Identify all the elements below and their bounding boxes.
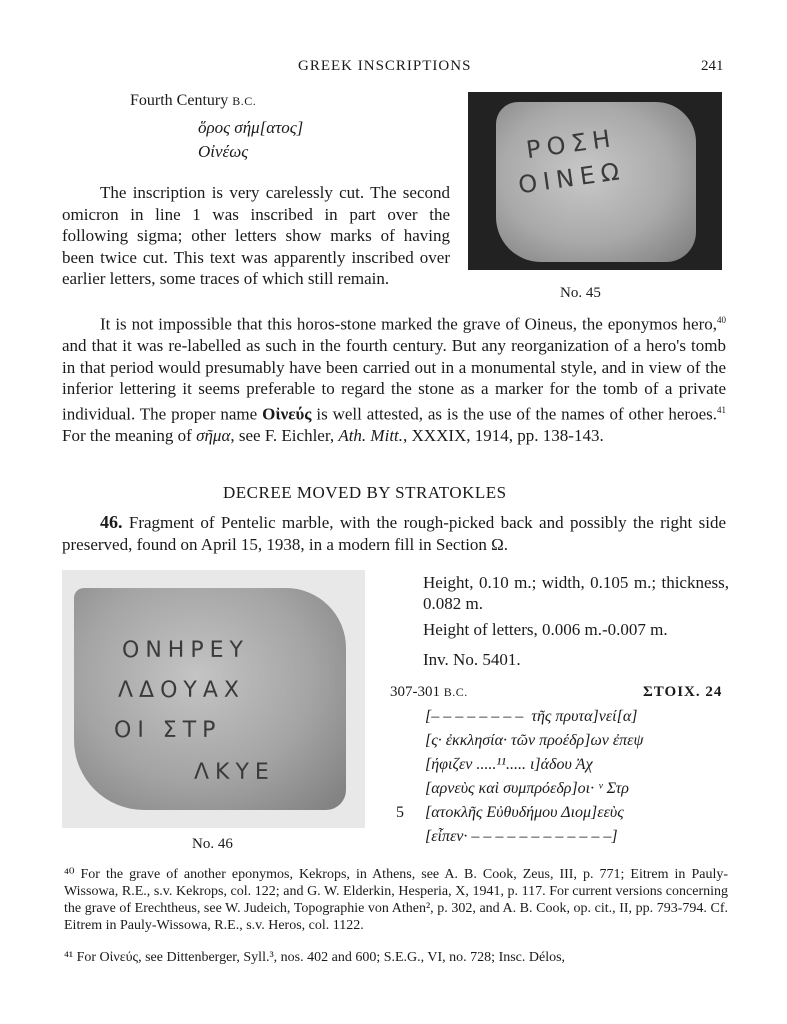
photo-inscription-line: ΛΔΟΥΑΧ [118, 678, 245, 703]
inventory-number: Inv. No. 5401. [423, 650, 521, 669]
line-number-5: 5 [396, 804, 404, 821]
dimensions: Height, 0.10 m.; width, 0.105 m.; thickness, 0.082 m. [423, 573, 729, 613]
text-line-2: [ς· ἐκκλησία· τῶν προέδρ]ων ἐπεψ [425, 732, 644, 749]
photo-caption-45: No. 45 [560, 285, 601, 301]
footnote-41: ⁴¹ For Οἰνεύς, see Dittenberger, Syll.³, nos. 402 and 600; S.E.G., VI, no. 728; Insc. Délos, [64, 950, 566, 965]
stoichedon-label: ΣΤΟΙΧ. 24 [643, 684, 723, 700]
photo-inscription-line: ΡΟΣΗ [524, 123, 619, 165]
page-number: 241 [701, 58, 724, 74]
photo-no-46 [62, 570, 365, 828]
text-line-3: [ήφιζεν .....¹¹..... ι]άδου Ἀχ [425, 756, 593, 773]
photo-caption-46: No. 46 [192, 836, 233, 852]
commentary-paragraph-2: It is not impossible that this horos-stone marked the grave of Oineus, the eponymos hero,$^{40}$ and that it was re-labelled as such in the fourth century. But any reorganization of a hero's tomb in that period would presumably have been carried out in a monumental style, and in view of the inferior lettering it seems preferable to regard the stone as a marker for the tomb of a private individual. The proper name Οἰνεύς is well attested, as is the use of the names of other heroes.$^{41}$ For the meaning of σῆμα, see F. Eichler, Ath. Mitt., XXXIX, 1914, pp. 138-143. [62, 314, 726, 445]
photo-inscription-line: ΟΙ ΣΤΡ [114, 718, 222, 743]
running-head: GREEK INSCRIPTIONS [298, 58, 472, 74]
century-label: Fourth Century B.C. [130, 92, 257, 109]
footnote-40: ⁴⁰ For the grave of another eponymos, Kekrops, in Athens, see A. B. Cook, Zeus, III, p. 771; Eitrem in Pauly-Wissowa, R.E., s.v. Kekrops, col. 122; and G. W. Elderkin, Hesperia, X, 1941, p. 117. For current versions concerning the grave of Erechtheus, see W. Judeich, Topographie von Athen², p. 302, and A. B. Cook, op. cit., II, pp. 793-794. Cf. Eitrem in Pauly-Wissowa, R.E., s.v. Heros, col. 1122. [64, 867, 728, 933]
stone-fragment-45 [496, 102, 696, 262]
stone-fragment-46 [74, 588, 346, 810]
photo-inscription-line: ΟΝΗΡΕΥ [122, 638, 249, 663]
commentary-paragraph-1: The inscription is very carelessly cut. The second omicron in line 1 was inscribed in part over the following sigma; other letters show marks of having been twice cut. This text was apparently inscribed over earlier letters, some traces of which still remain. [62, 183, 450, 288]
text-line-6: [εἶπεν· – – – – – – – – – – – –] [425, 828, 618, 845]
inscription-line-1: ὅρος σήμ[ατος] [198, 118, 304, 137]
inscription-line-2: Οἰνέως [198, 142, 249, 161]
photo-no-45 [468, 92, 722, 270]
text-line-1: [– – – – – – – – τῆς πρυτα]νεί[α] [425, 708, 638, 725]
photo-inscription-line: ΛΚΥΕ [194, 760, 275, 785]
text-line-4: [αρνεὺς καὶ συμπρόεδρ]οι· ᵛ Στρ [425, 780, 629, 797]
section-heading: DECREE MOVED BY STRATOKLES [223, 483, 507, 502]
letter-height: Height of letters, 0.006 m.-0.007 m. [423, 620, 668, 639]
date-label: 307-301 B.C. [390, 684, 468, 700]
photo-inscription-line: ΟΙΝΕΩ [516, 156, 627, 200]
item-46-description: 46. Fragment of Pentelic marble, with the rough-picked back and possibly the right side preserved, found on April 15, 1938, in a modern fill in Section Ω. [62, 512, 726, 554]
text-line-5: [ατοκλῆς Εὐθυδήμου Διομ]εεὺς [425, 804, 624, 821]
